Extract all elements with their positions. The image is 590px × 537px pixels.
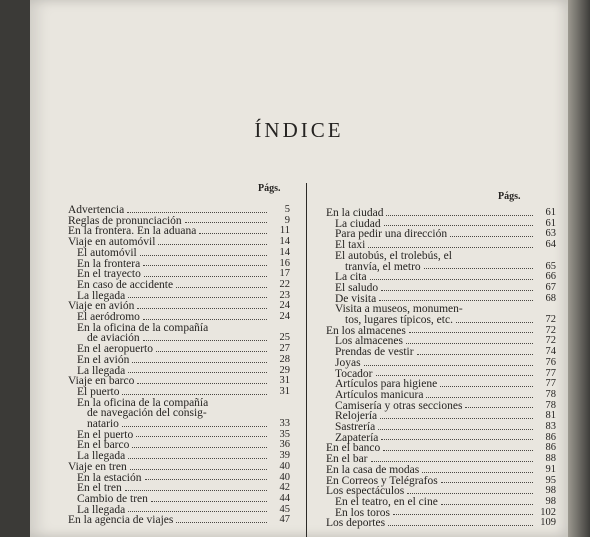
dot-leader <box>144 276 267 277</box>
dot-leader <box>371 461 533 462</box>
toc-entry-page: 61 <box>545 217 556 229</box>
toc-entry-title: Relojería <box>335 410 378 423</box>
toc-entry-page: 35 <box>279 428 290 440</box>
toc-entry-page: 29 <box>279 364 290 376</box>
toc-entry-page: 72 <box>545 324 556 336</box>
toc-entry-title: En los toros <box>335 506 390 519</box>
toc-entry-page: 98 <box>545 495 556 507</box>
toc-entry-title: La llegada <box>77 289 126 302</box>
dot-leader <box>440 386 533 387</box>
toc-entry-title: Viaje en automóvil <box>68 236 156 249</box>
toc-entry-page: 68 <box>545 292 556 304</box>
toc-entry-page: 86 <box>545 442 556 454</box>
toc-entry-page: 39 <box>279 450 290 462</box>
toc-entry-page: 77 <box>545 367 556 379</box>
toc-entry-page: 9 <box>284 214 290 226</box>
toc-entry-title: En la agencia de viajes <box>68 514 174 527</box>
dot-leader <box>409 332 533 333</box>
toc-entry <box>68 515 290 526</box>
toc-entry-title: En los almacenes <box>326 324 406 337</box>
toc-entry-title: Reglas de pronunciación <box>68 214 182 227</box>
toc-entry-title: Joyas <box>335 356 361 369</box>
left-pages-header: Págs. <box>258 183 281 194</box>
dot-leader <box>422 472 533 473</box>
toc-entry-title: El autobús, el trolebús, el <box>335 249 452 262</box>
toc-entry-title: En el aeropuerto <box>77 343 153 356</box>
toc-entry-title: de navegación del consig- <box>87 407 207 420</box>
dot-leader <box>370 279 533 280</box>
dot-leader <box>407 493 533 494</box>
toc-entry-page: 61 <box>545 207 556 218</box>
toc-entry-page: 40 <box>279 471 290 483</box>
dot-leader <box>378 429 533 430</box>
toc-entry-page: 23 <box>279 289 290 301</box>
toc-entry-page: 63 <box>545 228 556 240</box>
toc-entry-page: 88 <box>545 453 556 465</box>
dot-leader <box>158 244 267 245</box>
toc-entry-title: En la estación <box>77 471 142 484</box>
toc-entry-title: La llegada <box>77 364 126 377</box>
dot-leader <box>368 247 533 248</box>
toc-entry-page: 36 <box>279 439 290 451</box>
dot-leader <box>406 343 533 344</box>
dot-leader <box>441 482 533 483</box>
toc-entry-title: Tocador <box>335 367 373 380</box>
left-toc-column <box>68 205 290 526</box>
dot-leader <box>128 511 267 512</box>
toc-entry-title: En la frontera <box>77 257 141 270</box>
page-edge-shadow <box>568 0 590 537</box>
right-pages-header: Págs. <box>498 191 521 202</box>
toc-entry-page: 14 <box>279 246 290 258</box>
toc-entry-page: 42 <box>279 482 290 494</box>
toc-entry-title: En la ciudad <box>326 207 384 219</box>
toc-entry-title: En el puerto <box>77 428 134 441</box>
dot-leader <box>136 436 267 437</box>
toc-entry <box>68 462 290 473</box>
toc-entry <box>326 518 556 529</box>
toc-entry-title: En el avión <box>77 353 130 366</box>
toc-entry-page: 81 <box>545 410 556 422</box>
dot-leader <box>127 212 267 213</box>
toc-entry-title: En el trayecto <box>77 268 141 281</box>
toc-entry-page: 91 <box>545 463 556 475</box>
book-page <box>30 0 568 537</box>
page-title: ÍNDICE <box>254 118 344 142</box>
right-toc-column <box>326 208 556 529</box>
dot-leader <box>379 300 533 301</box>
dot-leader <box>125 490 267 491</box>
dot-leader <box>122 426 267 427</box>
toc-entry-page: 16 <box>279 257 290 269</box>
toc-entry-title: de aviación <box>87 332 140 345</box>
dot-leader <box>417 354 533 355</box>
toc-entry-page: 95 <box>545 474 556 486</box>
toc-entry-title: La cita <box>335 271 367 284</box>
dot-leader <box>426 397 533 398</box>
dot-leader <box>132 362 267 363</box>
toc-entry-title: El taxi <box>335 239 366 252</box>
dot-leader <box>140 255 267 256</box>
dot-leader <box>185 222 267 223</box>
toc-entry-title: En el bar <box>326 453 368 466</box>
toc-entry-page: 83 <box>545 421 556 433</box>
toc-entry-page: 47 <box>279 514 290 526</box>
toc-entry-title: En el banco <box>326 442 381 455</box>
toc-entry-title: De visita <box>335 292 377 305</box>
toc-entry-page: 74 <box>545 346 556 358</box>
toc-entry-page: 98 <box>545 485 556 497</box>
toc-entry-title: En la frontera. En la aduana <box>68 225 197 238</box>
dot-leader <box>376 375 533 376</box>
dot-leader <box>137 383 267 384</box>
toc-entry-title: El puerto <box>77 385 120 398</box>
toc-entry-title: En Correos y Telégrafos <box>326 474 438 487</box>
dot-leader <box>381 290 533 291</box>
toc-entry <box>326 465 556 476</box>
dot-leader <box>386 215 533 216</box>
toc-entry-page: 31 <box>279 375 290 387</box>
toc-entry-page: 86 <box>545 431 556 443</box>
toc-entry-page: 27 <box>279 343 290 355</box>
toc-entry-page: 76 <box>545 356 556 368</box>
dot-leader <box>143 265 267 266</box>
toc-entry-title: Camisería y otras secciones <box>335 399 463 412</box>
toc-entry-title: Artículos para higiene <box>335 378 438 391</box>
toc-entry-page: 45 <box>279 503 290 515</box>
dot-leader <box>364 365 533 366</box>
dot-leader <box>380 418 533 419</box>
toc-entry-page: 44 <box>279 492 290 504</box>
toc-entry-page: 28 <box>279 353 290 365</box>
dot-leader <box>156 351 267 352</box>
toc-entry-page: 72 <box>545 314 556 326</box>
toc-entry-title: tranvía, el metro <box>345 260 421 273</box>
toc-entry-page: 40 <box>279 460 290 472</box>
dot-leader <box>424 268 533 269</box>
dot-leader <box>128 458 267 459</box>
toc-entry-title: La llegada <box>77 503 126 516</box>
column-divider <box>306 183 307 537</box>
toc-entry-page: 102 <box>540 506 556 518</box>
toc-entry-title: La llegada <box>77 450 126 463</box>
dot-leader <box>143 319 267 320</box>
toc-entry-page: 31 <box>279 385 290 397</box>
dot-leader <box>465 407 533 408</box>
toc-entry-title: En la casa de modas <box>326 463 420 476</box>
toc-entry-title: Visita a museos, monumen- <box>335 303 463 316</box>
dot-leader <box>176 287 267 288</box>
dot-leader <box>176 522 267 523</box>
toc-entry-title: En el teatro, en el cine <box>335 495 438 508</box>
toc-entry-page: 5 <box>284 204 290 215</box>
toc-entry-title: Viaje en barco <box>68 375 135 388</box>
toc-entry-title: En caso de accidente <box>77 278 174 291</box>
toc-entry-title: Advertencia <box>68 204 125 216</box>
toc-entry-title: Viaje en tren <box>68 460 127 473</box>
dot-leader <box>383 450 533 451</box>
dot-leader <box>393 514 533 515</box>
dot-leader <box>450 236 533 237</box>
toc-entry-page: 24 <box>279 300 290 312</box>
toc-entry-page: 67 <box>545 281 556 293</box>
dot-leader <box>199 233 267 234</box>
toc-entry-title: En la oficina de la compañía <box>77 396 209 409</box>
toc-entry-title: El automóvil <box>77 246 137 259</box>
toc-entry-page: 77 <box>545 378 556 390</box>
toc-entry-title: Sastrería <box>335 421 376 434</box>
dot-leader <box>132 447 267 448</box>
dot-leader <box>143 340 267 341</box>
toc-entry-page: 14 <box>279 236 290 248</box>
toc-entry-page: 65 <box>545 260 556 272</box>
dot-leader <box>122 394 267 395</box>
toc-entry-page: 17 <box>279 268 290 280</box>
toc-entry-page: 66 <box>545 271 556 283</box>
toc-entry-title: El aeródromo <box>77 311 140 324</box>
toc-entry-title: En el tren <box>77 482 122 495</box>
dot-leader <box>384 225 533 226</box>
dot-leader <box>441 504 533 505</box>
toc-entry-title: Prendas de vestir <box>335 346 414 359</box>
dot-leader <box>137 308 267 309</box>
toc-entry-page: 109 <box>540 517 556 529</box>
dot-leader <box>381 439 533 440</box>
dot-leader <box>128 297 267 298</box>
toc-entry-title: Cambio de tren <box>77 492 148 505</box>
toc-entry-title: Los deportes <box>326 517 386 530</box>
toc-entry <box>68 355 290 366</box>
toc-entry-title: En la oficina de la compañía <box>77 321 209 334</box>
toc-entry-title: En el barco <box>77 439 130 452</box>
toc-entry-page: 22 <box>279 278 290 290</box>
toc-entry-title: natario <box>87 418 119 431</box>
toc-entry <box>326 358 556 369</box>
toc-entry-title: Para pedir una dirección <box>335 228 448 241</box>
toc-entry-page: 64 <box>545 239 556 251</box>
toc-entry-title: Zapatería <box>335 431 379 444</box>
toc-entry-title: tos, lugares típicos, etc. <box>345 314 453 327</box>
toc-entry-page: 24 <box>279 311 290 323</box>
toc-entry-title: Los almacenes <box>335 335 404 348</box>
toc-entry-title: Artículos manicura <box>335 388 424 401</box>
toc-entry-page: 25 <box>279 332 290 344</box>
dot-leader <box>130 469 267 470</box>
dot-leader <box>456 322 533 323</box>
dot-leader <box>388 525 533 526</box>
toc-entry <box>326 251 556 262</box>
toc-entry-page: 11 <box>279 225 290 237</box>
dot-leader <box>128 372 267 373</box>
dot-leader <box>145 479 267 480</box>
toc-entry-title: Los espectáculos <box>326 485 405 498</box>
toc-entry-title: La ciudad <box>335 217 381 230</box>
toc-entry <box>68 248 290 259</box>
toc-entry-page: 78 <box>545 388 556 400</box>
toc-entry-page: 78 <box>545 399 556 411</box>
toc-entry-page: 72 <box>545 335 556 347</box>
toc-entry-title: Viaje en avión <box>68 300 135 313</box>
dot-leader <box>151 501 267 502</box>
toc-entry-page: 33 <box>279 418 290 430</box>
toc-entry-title: El saludo <box>335 281 379 294</box>
